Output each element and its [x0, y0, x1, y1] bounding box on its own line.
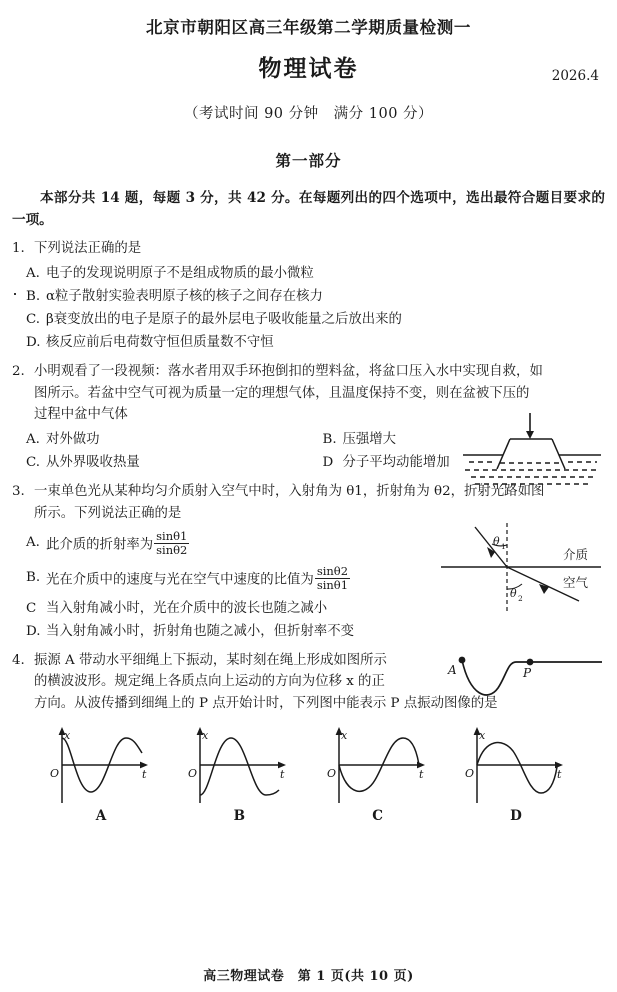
refraction-figure [437, 513, 605, 617]
graph-d-y-label: x [478, 728, 486, 742]
theta2-label: θ [510, 587, 517, 601]
question-3-number: 3. [12, 484, 25, 500]
question-2-stem [12, 361, 605, 383]
point-p-label: P [523, 665, 532, 680]
option-2b-label: B. [322, 432, 337, 448]
point-p-marker [527, 658, 534, 665]
option-3c-text: 当入射角减小时，光在介质中的波长也随之减小 [46, 600, 328, 616]
basin-shape [497, 439, 565, 469]
page-title: 北京市朝阳区高三年级第二学期质量检测一 [146, 18, 471, 37]
basin-in-water-diagram [455, 411, 605, 491]
graph-c-x-label: t [418, 767, 424, 781]
question-3-stem [12, 481, 605, 503]
wave-curve [462, 660, 602, 695]
option-2c[interactable] [12, 451, 309, 474]
option-2c-text: 从外界吸收热量 [46, 455, 140, 471]
question-1-number: 1. [12, 241, 25, 257]
question-4-line-3: 方向。从波传播到细绳上的 P 点开始计时，下列图中能表示 P 点振动图像的是 [34, 696, 498, 712]
graph-b-y-label: x [202, 728, 209, 742]
option-2a-label: A. [26, 432, 40, 448]
subject-row [0, 50, 617, 84]
option-3a-numerator: sinθ1 [156, 528, 188, 543]
graph-a-svg [46, 725, 156, 807]
air-label: 空气 [563, 575, 589, 591]
basin-in-water-figure [455, 411, 605, 491]
graph-a-origin-label: O [50, 766, 60, 780]
question-2 [12, 361, 605, 474]
option-1c-text: β衰变放出的电子是原子的最外层电子吸收能量之后放出来的 [46, 311, 402, 327]
question-2-number: 2. [12, 363, 25, 379]
option-2a[interactable] [12, 428, 309, 451]
graph-b-svg [184, 725, 294, 807]
graph-b-x-label: t [280, 767, 285, 781]
question-4-line-1: 振源 A 带动水平细绳上下振动，某时刻在绳上形成如图所示 [34, 652, 387, 668]
graph-c-y-label: x [340, 728, 347, 742]
option-2d-text: 分子平均动能增加 [342, 455, 450, 471]
graph-a-x-label: t [142, 767, 147, 781]
source-point-marker [459, 656, 466, 663]
transverse-wave-figure [440, 650, 605, 712]
graph-option-d[interactable] [461, 725, 571, 824]
graph-d-origin-label: O [464, 766, 475, 780]
graph-option-c[interactable] [323, 725, 433, 824]
graph-a-caption: A [95, 807, 107, 824]
option-3c-label: C [26, 600, 37, 616]
option-1c[interactable] [12, 308, 605, 331]
graph-option-b[interactable] [184, 725, 294, 824]
theta1-label: θ [493, 535, 500, 549]
option-3b-fraction [315, 565, 350, 593]
question-4 [12, 650, 605, 824]
option-3b-numerator: sinθ2 [316, 563, 349, 578]
graph-option-a[interactable] [46, 725, 156, 824]
option-1d[interactable] [12, 331, 605, 354]
option-3b-text: 光在介质中的速度与光在空气中速度的比值为 [46, 571, 314, 587]
question-2-line-3: 过程中盆中气体 [34, 407, 128, 423]
question-4-graph-options [46, 725, 571, 824]
graph-b-curve [200, 738, 279, 795]
graph-c-origin-label: O [326, 766, 336, 780]
part-instructions: 本部分共 14 题，每题 3 分，共 42 分。在每题列出的四个选项中，选出最符合题目要求的一项。 [12, 190, 605, 229]
option-1a-label: A. [26, 265, 40, 281]
option-3d[interactable] [12, 620, 605, 643]
medium-label: 介质 [563, 547, 589, 563]
option-3d-label: D. [26, 623, 41, 639]
question-1 [12, 238, 605, 354]
graph-d-caption: D [510, 807, 522, 824]
option-1a-text: 电子的发现说明原子不是组成物质的最小微粒 [46, 265, 314, 281]
option-2a-text: 对外做功 [46, 432, 100, 448]
question-3-line-1: 一束单色光从某种均匀介质射入空气中时，入射角为 θ1，折射角为 θ2，折射光路如图 [34, 484, 545, 500]
option-3b-denominator: sinθ1 [316, 578, 349, 593]
transverse-wave-diagram [440, 650, 605, 712]
option-2b-text: 压强增大 [342, 432, 397, 448]
exam-meta: （考试时间 90 分钟 满分 100 分） [183, 106, 434, 122]
option-2d-label: D [322, 455, 334, 471]
stray-mark-dot [14, 293, 16, 295]
question-1-stem: 1. 下列说法正确的是 [12, 238, 605, 260]
question-3-line-2: 所示。下列说法正确的是 [34, 505, 182, 521]
option-3d-text: 当入射角减小时，折射角也随之减小，但折射率不变 [46, 623, 354, 639]
option-1b-label: B. [26, 288, 41, 304]
option-3a-text: 此介质的折射率为 [46, 536, 154, 552]
option-3a-fraction [154, 530, 189, 558]
question-3 [12, 481, 605, 643]
option-1d-label: D. [26, 334, 41, 350]
arrow-head [526, 431, 534, 439]
graph-a-y-label: x [64, 728, 71, 742]
option-2c-label: C. [26, 455, 41, 471]
graph-c-caption: C [372, 807, 384, 824]
question-4-number: 4. [12, 652, 25, 668]
graph-b-origin-label: O [188, 766, 198, 780]
option-1b[interactable] [12, 285, 605, 308]
option-1b-text: α粒子散射实验表明原子核的核子之间存在核力 [46, 288, 323, 304]
graph-b-caption: B [233, 807, 246, 824]
incident-arrow-head [487, 547, 495, 558]
graph-d-svg [461, 725, 571, 807]
subject-title: 物理试卷 [258, 55, 359, 82]
part-heading: 第一部分 [275, 151, 342, 170]
question-2-line-2: 图所示。若盆中空气可视为质量一定的理想气体，且温度保持不变，则在盆被下压的 [34, 385, 530, 401]
option-1c-label: C. [26, 311, 41, 327]
graph-d-curve [477, 742, 557, 792]
refraction-diagram [437, 513, 605, 617]
question-2-line-1: 小明观看了一段视频：落水者用双手环抱倒扣的塑料盆，将盆口压入水中实现自救，如 [34, 363, 543, 379]
option-3a-denominator: sinθ2 [156, 543, 188, 558]
theta1-subscript: 1 [501, 542, 506, 552]
option-1a[interactable] [12, 262, 605, 285]
source-label: A [448, 662, 457, 677]
theta2-subscript: 2 [518, 594, 523, 604]
option-1d-text: 核反应前后电荷数守恒但质量数不守恒 [46, 334, 274, 350]
option-3a-label: A. [26, 534, 40, 550]
exam-date: 2026.4 [551, 68, 599, 84]
question-1-options [12, 262, 605, 354]
option-3b-label: B. [26, 569, 41, 585]
exam-page [0, 14, 617, 992]
graph-d-x-label: t [556, 767, 562, 781]
question-4-line-2: 的横波波形。规定绳上各质点向上运动的方向为位移 x 的正 [34, 674, 385, 690]
page-footer: 高三物理试卷 第 1 页(共 10 页) [203, 969, 414, 984]
graph-c-svg [323, 725, 433, 807]
